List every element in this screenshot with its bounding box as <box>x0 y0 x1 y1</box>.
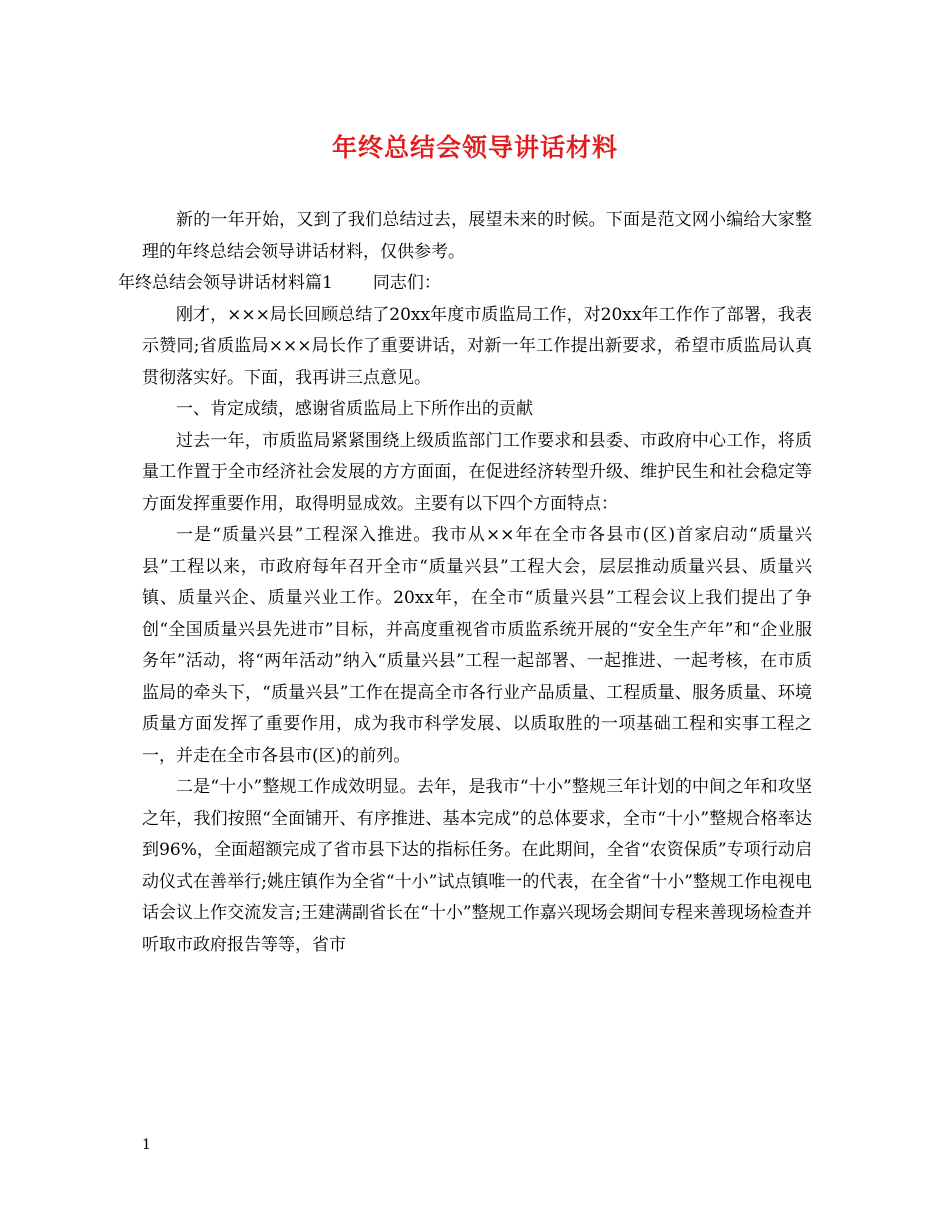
section-heading: 年终总结会领导讲话材料篇1 <box>118 273 333 293</box>
page-number: 1 <box>142 1137 151 1153</box>
document-title: 年终总结会领导讲话材料 <box>331 133 618 162</box>
body-paragraph: 一是“质量兴县”工程深入推进。我市从××年在全市各县市(区)首家启动“质量兴县”工程以来，市政府每年召开全市“质量兴县”工程大会，层层推动质量兴县、质量兴镇、质量兴企、质量兴业工作。20xx年，在全市“质量兴县”工程会议上我们提出了争创“全国质量兴县先进市”目标，并高度重视省市质监系统开展的“安全生产年”和“企业服务年”活动，将“两年活动”纳入“质量兴县”工程一起部署、一起推进、一起考核，在市质监局的牵头下，“质量兴县”工作在提高全市各行业产品质量、工程质量、服务质量、环境质量方面发挥了重要作用，成为我市科学发展、以质取胜的一项基础工程和实事工程之一，并走在全市各县市(区)的前列。 <box>142 525 812 766</box>
document-body <box>118 205 812 961</box>
subheading-paragraph: 一、肯定成绩，感谢省质监局上下所作出的贡献 <box>176 399 533 419</box>
body-paragraph: 过去一年，市质监局紧紧围绕上级质监部门工作要求和县委、市政府中心工作，将质量工作置于全市经济社会发展的方方面面，在促进经济转型升级、维护民生和社会稳定等方面发挥重要作用，取得明显成效。主要有以下四个方面特点： <box>142 430 812 514</box>
body-paragraph: 刚才，×××局长回顾总结了20xx年度市质监局工作，对20xx年工作作了部署，我表示赞同;省质监局×××局长作了重要讲话，对新一年工作提出新要求，希望市质监局认真贯彻落实好。下面，我再讲三点意见。 <box>142 304 812 388</box>
salutation: 同志们： <box>372 273 441 293</box>
body-paragraph: 二是“十小”整规工作成效明显。去年，是我市“十小”整规三年计划的中间之年和攻坚之年，我们按照“全面铺开、有序推进、基本完成”的总体要求，全市“十小”整规合格率达到96%，全面超额完成了省市县下达的指标任务。在此期间，全省“农资保质”专项行动启动仪式在善举行;姚庄镇作为全省“十小”试点镇唯一的代表，在全省“十小”整规工作电视电话会议上作交流发言;王建满副省长在“十小”整规工作嘉兴现场会期间专程来善现场检查并听取市政府报告等等，省市 <box>142 777 812 955</box>
intro-paragraph: 新的一年开始，又到了我们总结过去，展望未来的时候。下面是范文网小编给大家整理的年终总结会领导讲话材料，仅供参考。 <box>142 210 812 262</box>
section-heading-line <box>118 268 812 300</box>
